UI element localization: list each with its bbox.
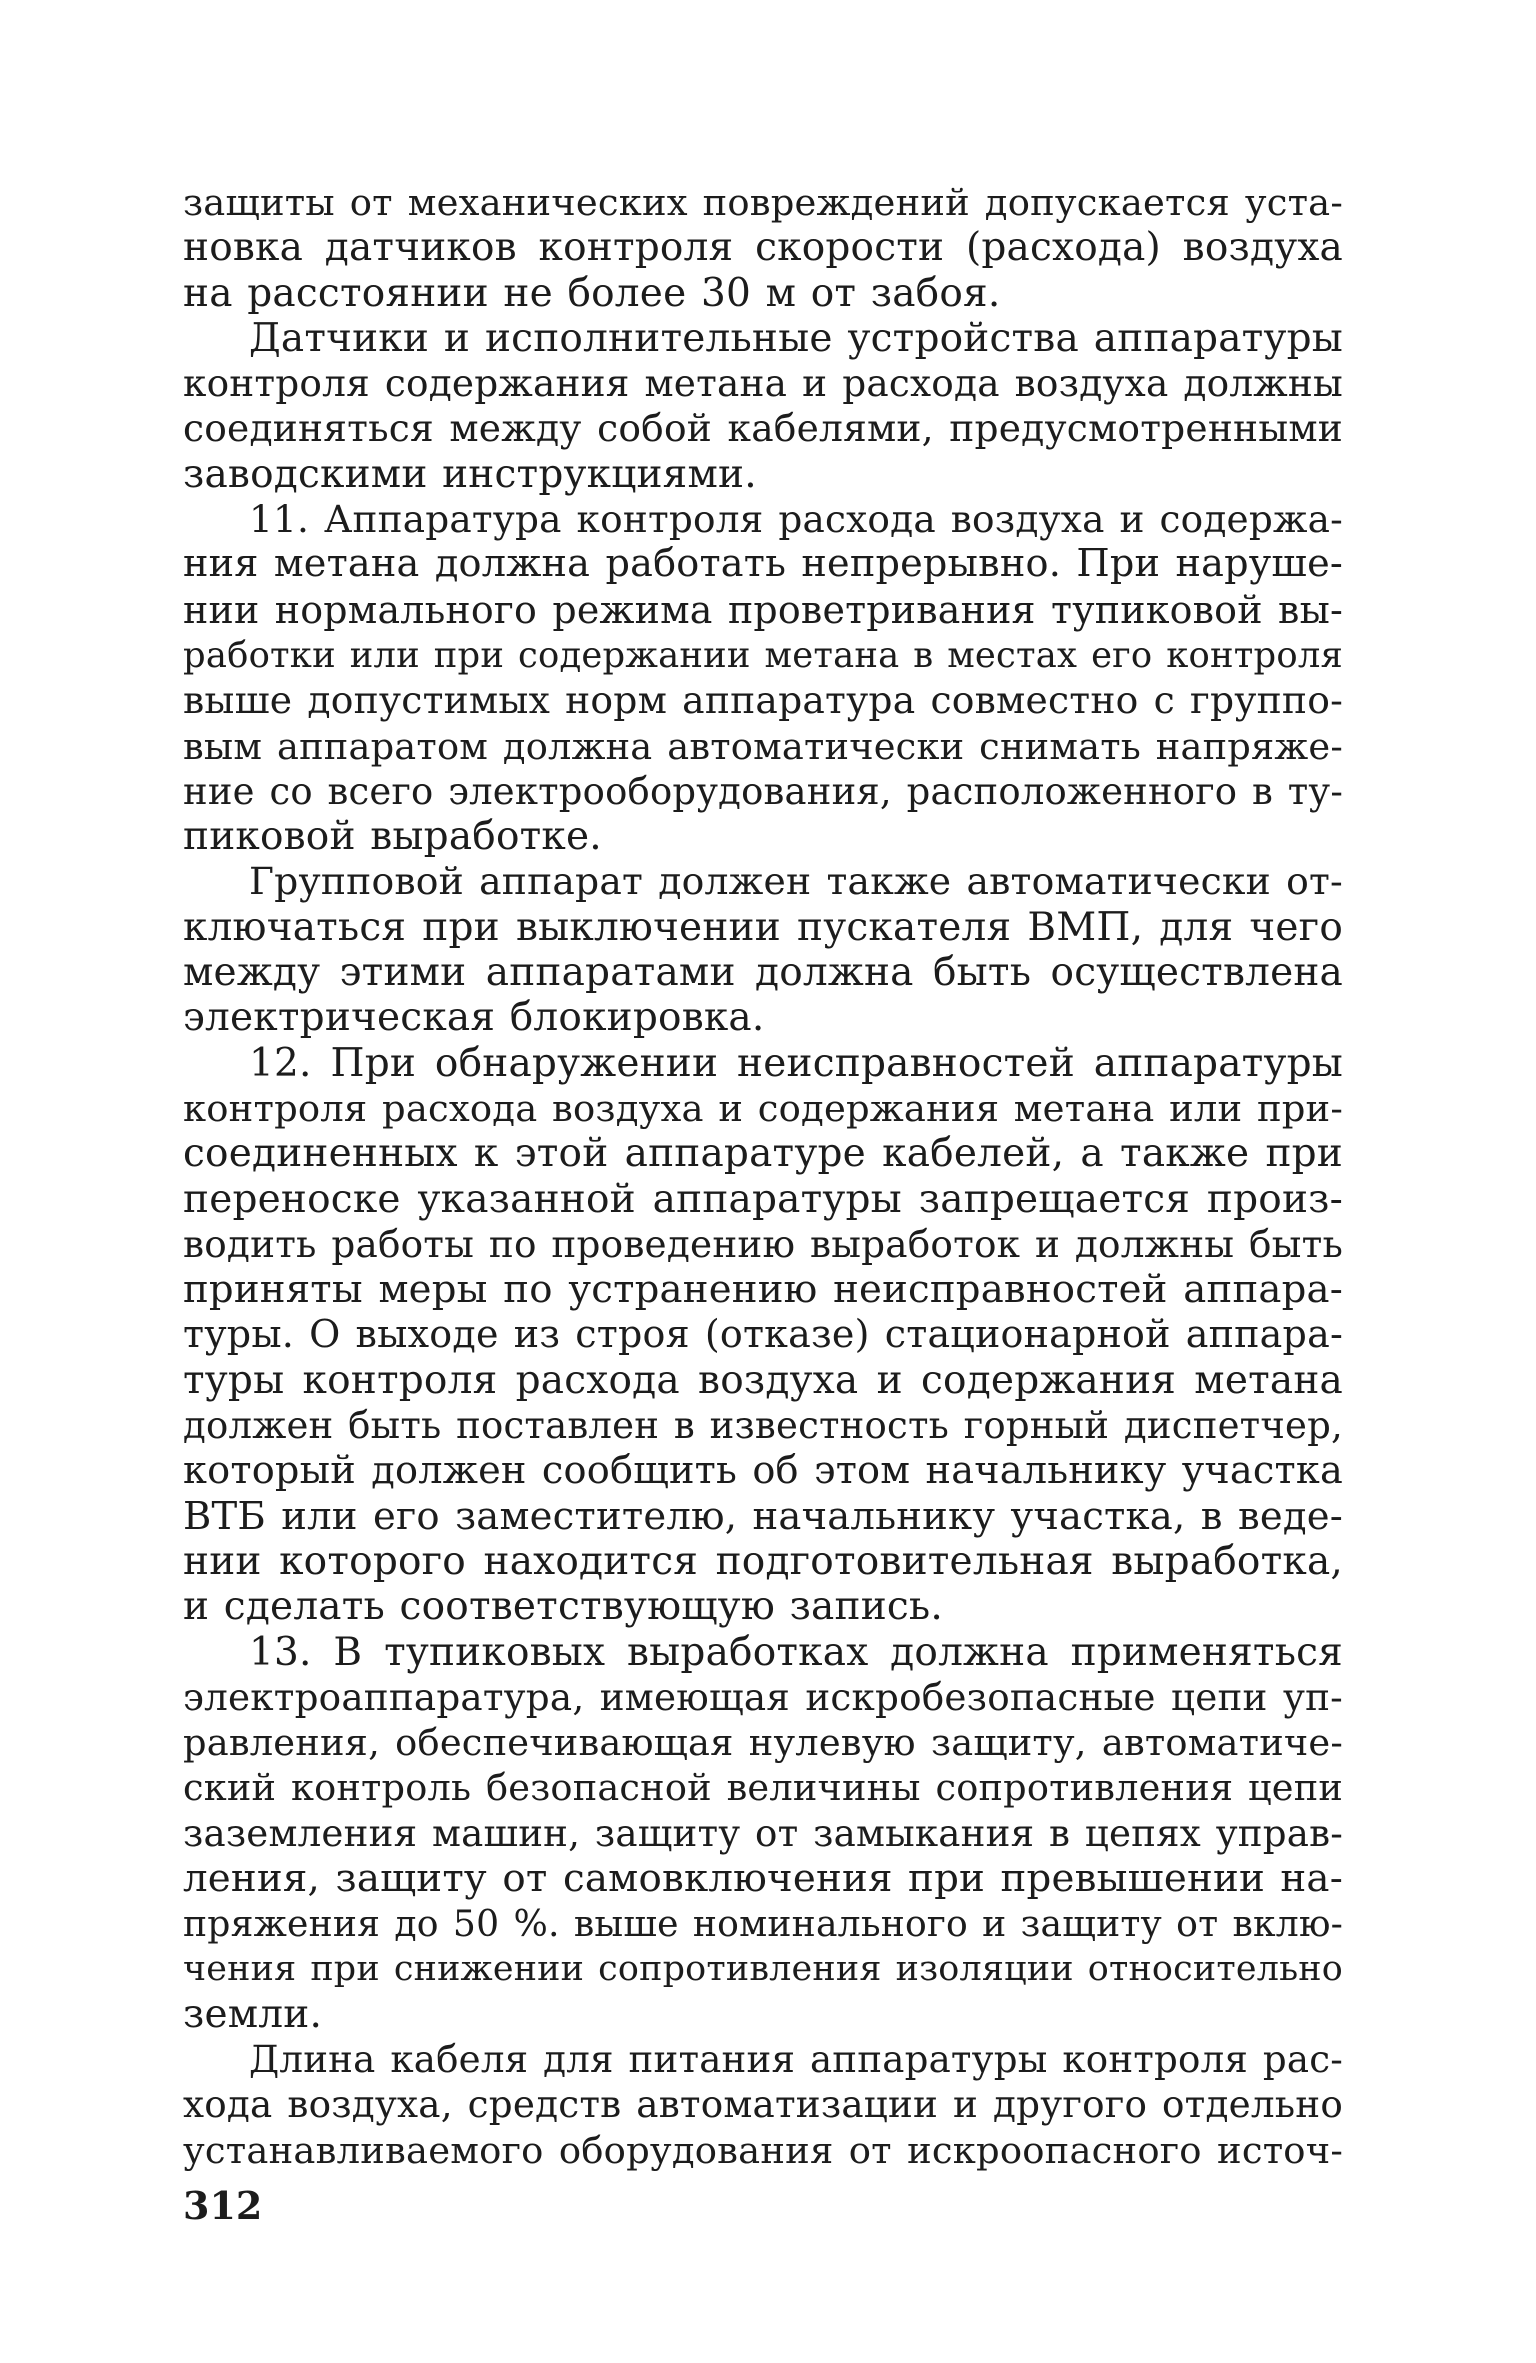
text-line: ВТБ или его заместителю, начальнику участка, в веде- [183, 1493, 1343, 1539]
text-line: выше допустимых норм аппаратура совместно с группо- [183, 678, 1343, 723]
text-line: хода воздуха, средств автоматизации и другого отдельно [183, 2082, 1343, 2127]
text-line: ления, защиту от самовключения при превышении на- [183, 1855, 1343, 1901]
text-line: на расстоянии не более 30 м от забоя. [183, 270, 1001, 316]
text-line: защиты от механических повреждений допускается уста- [183, 181, 1343, 224]
text-line: ский контроль безопасной величины сопротивления цепи [183, 1766, 1343, 1810]
text-line: который должен сообщить об этом начальнику участка [183, 1448, 1343, 1494]
text-line: чения при снижении сопротивления изоляции относительно [183, 1948, 1343, 1989]
text-line: 11. Аппаратура контроля расхода воздуха и содержа- [249, 497, 1343, 542]
text-line: между этими аппаратами должна быть осуществлена [183, 950, 1343, 996]
text-line: нии нормального режима проветривания тупиковой вы- [183, 587, 1343, 632]
text-line: заземления машин, защиту от замыкания в цепях управ- [183, 1810, 1343, 1855]
text-line: устанавливаемого оборудования от искроопасного источ- [183, 2128, 1343, 2172]
text-line: туры. О выходе из строя (отказе) стационарной аппара- [183, 1312, 1343, 1357]
body-text [183, 180, 1343, 2173]
text-line: работки или при содержании метана в местах его контроля [183, 634, 1343, 676]
text-line: водить работы по проведению выработок и должны быть [183, 1221, 1343, 1266]
text-line: переноске указанной аппаратуры запрещается произ- [183, 1176, 1343, 1222]
text-line: Длина кабеля для питания аппаратуры контроля рас- [249, 2037, 1343, 2082]
text-line: контроля содержания метана и расхода воздуха должны [183, 361, 1343, 406]
text-line: ключаться при выключении пускателя ВМП, для чего [183, 904, 1343, 950]
text-line: приняты меры по устранению неисправностей аппара- [183, 1267, 1343, 1313]
text-line: 12. При обнаружении неисправностей аппаратуры [249, 1040, 1343, 1086]
text-line: ние со всего электрооборудования, расположенного в ту- [183, 769, 1343, 813]
text-line: нии которого находится подготовительная выработка, [183, 1538, 1343, 1584]
text-line: электрическая блокировка. [183, 995, 765, 1041]
text-line: электроаппаратура, имеющая искробезопасные цепи уп- [183, 1674, 1343, 1719]
text-line: контроля расхода воздуха и содержания метана или при- [183, 1086, 1343, 1130]
text-line: заводскими инструкциями. [183, 451, 757, 497]
text-line: и сделать соответствующую запись. [183, 1584, 943, 1630]
text-line: 13. В тупиковых выработках должна применяться [249, 1629, 1343, 1675]
text-line: соединяться между собой кабелями, предусмотренными [183, 406, 1343, 451]
text-line: Датчики и исполнительные устройства аппаратуры [249, 315, 1343, 361]
text-line: земли. [183, 1991, 323, 2037]
text-line: должен быть поставлен в известность горный диспетчер, [183, 1404, 1343, 1448]
page-number: 312 [183, 2183, 263, 2228]
text-line: равления, обеспечивающая нулевую защиту, автоматиче- [183, 1721, 1343, 1765]
text-line: пряжения до 50 %. выше номинального и защиту от вклю- [183, 1902, 1343, 1946]
text-line: соединенных к этой аппаратуре кабелей, а также при [183, 1131, 1343, 1177]
text-line: туры контроля расхода воздуха и содержания метана [183, 1357, 1343, 1403]
text-line: новка датчиков контроля скорости (расхода) воздуха [183, 225, 1343, 271]
text-line: ния метана должна работать непрерывно. При наруше- [183, 542, 1343, 587]
text-line: вым аппаратом должна автоматически снимать напряже- [183, 724, 1343, 768]
text-line: Групповой аппарат должен также автоматически от- [249, 859, 1343, 904]
text-line: пиковой выработке. [183, 814, 602, 860]
